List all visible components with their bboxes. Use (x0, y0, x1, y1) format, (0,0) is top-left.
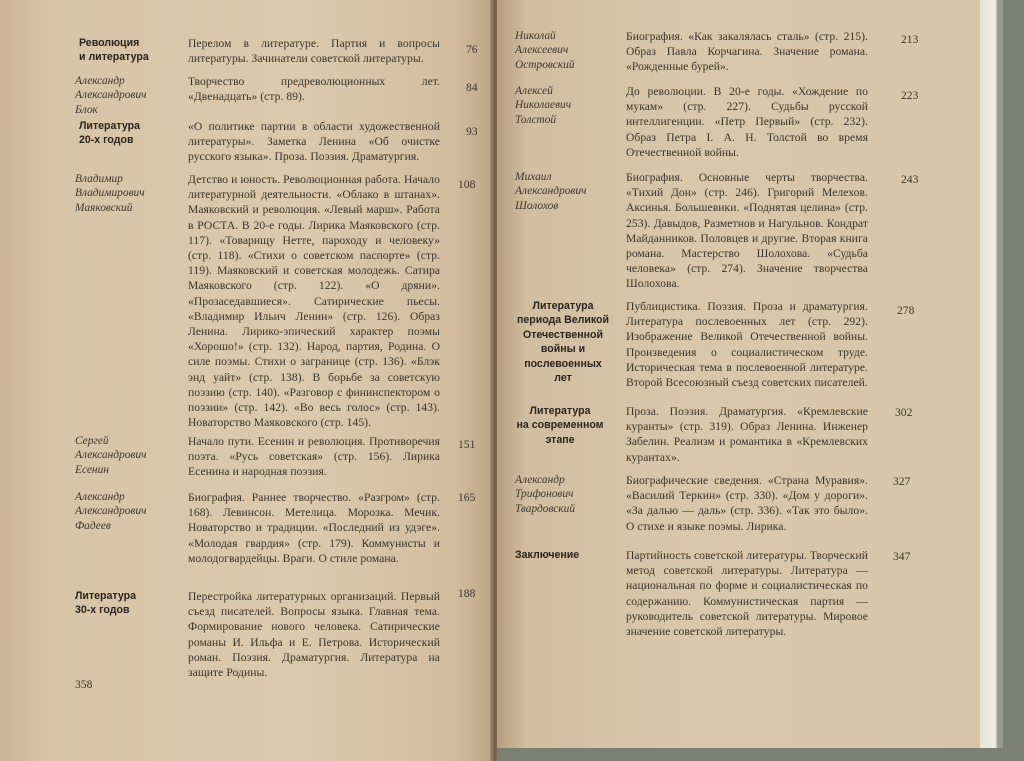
toc-page-number: 327 (893, 475, 911, 488)
toc-description: Биография. «Как закалялась сталь» (стр. 215). Образ Павла Корчагина. Значение романа. «Рожденные бурей». (626, 30, 868, 74)
toc-heading-author: Александр Александрович Блок (75, 75, 147, 116)
toc-heading-author: Владимир Владимирович Маяковский (75, 173, 145, 214)
toc-heading-topic: Заключение (515, 549, 580, 561)
toc-page-number: 108 (458, 178, 476, 191)
toc-page-number: 93 (466, 125, 478, 138)
toc-page-number: 151 (458, 438, 476, 451)
toc-heading-author: Алексей Николаевич Толстой (515, 85, 572, 126)
toc-page-number: 188 (458, 587, 476, 600)
toc-heading-author: Николай Алексеевич Островский (515, 30, 575, 71)
toc-description: Перелом в литературе. Партия и вопросы литературы. Зачинатели советской литературы. (188, 37, 440, 66)
toc-description: Биография. Раннее творчество. «Разгром» (стр. 168). Левинсон. Метелица. Морозка. Мечик. Новаторство и традиции. «Последний из удэге». «Молодая гвардия» (стр. 179). Коммунисты и молодогвардейцы. Враги. О стиле романа. (188, 491, 440, 565)
toc-heading-topic: Литература 20-х годов (79, 120, 140, 147)
toc-description: Творчество предреволюционных лет. «Двенадцать» (стр. 89). (188, 75, 440, 104)
toc-heading-author: Михаил Александрович Шолохов (515, 171, 587, 212)
toc-page-number: 84 (466, 81, 478, 94)
toc-description: Начало пути. Есенин и революция. Противоречия поэта. «Русь советская» (стр. 156). Лирика Есенина и народная поэзия. (188, 435, 440, 479)
toc-description: Биографические сведения. «Страна Муравия». «Василий Теркин» (стр. 330). «Дом у дороги». «За далью — даль» (стр. 336). «Так это было». О стихе и языке поэмы. Лирика. (626, 474, 868, 533)
toc-heading-topic: Литература периода Великой Отечественной войны и послевоенных лет (516, 300, 610, 385)
background-surface (497, 748, 1024, 761)
toc-description: Биография. Основные черты творчества. «Тихий Дон» (стр. 246). Григорий Мелехов. Аксинья. Большевики. «Поднятая целина» (стр. 253). Давыдов, Разметнов и Нагульнов. Кондрат Майданников. Половцев и другие. Вторая книга романа. Мастерство Шолохова. «Судьба человека» (стр. 274). Значение творчества Шолохова. (626, 171, 868, 291)
folio-page-number: 358 (75, 678, 93, 691)
toc-heading-topic: Литература 30-х годов (75, 590, 136, 617)
toc-page-number: 165 (458, 491, 476, 504)
toc-page-number: 243 (901, 173, 919, 186)
toc-page-number: 278 (897, 304, 915, 317)
toc-description: Проза. Поэзия. Драматургия. «Кремлевские куранты» (стр. 319). Образ Ленина. Инженер Забелин. Реализм и романтика в «Кремлевских курантах». (626, 405, 868, 464)
toc-page-number: 223 (901, 89, 919, 102)
toc-heading-topic: Революция и литература (79, 37, 149, 64)
toc-page-number: 213 (901, 33, 919, 46)
toc-description: Партийность советской литературы. Творческий метод советской литературы. Литература — национальная по форме и социалистическая по содержанию. Коммунистическая партия — руководитель советской литературы. Мировое значение советской литературы. (626, 549, 868, 639)
book-cover (1003, 0, 1024, 761)
toc-heading-author: Сергей Александрович Есенин (75, 435, 147, 476)
toc-page-number: 347 (893, 550, 911, 563)
toc-page-number: 76 (466, 43, 478, 56)
toc-description: Детство и юность. Революционная работа. Начало литературной деятельности. «Облако в штанах». Маяковский и революция. «Левый марш». Работа в РОСТА. В 20-е годы. Лирика Маяковского (стр. 117). «Товарищу Нетте, пароходу и человеку» (стр. 118). «Стихи о советском паспорте» (стр. 119). Маяковский и советская молодежь. Сатира Маяковского (стр. 122). «О дряни». «Прозаседавшиеся». Сатирические пьесы. «Владимир Ильич Ленин» (стр. 126). Образ Ленина. Лирико-эпический характер поэмы «Хорошо!» (стр. 132). Народ, партия, Родина. О силе поэмы. Стихи о загранице (стр. 136). «Блэк энд уайт» (стр. 138). В борьбе за советскую поэзию (стр. 140). «Разговор с фининспектором о поэзии» (стр. 142). «Во весь голос» (стр. 143). Новаторство Маяковского (стр. 145). (188, 173, 440, 430)
toc-heading-author: Александр Александрович Фадеев (75, 491, 147, 532)
toc-description: «О политике партии в области художественной литературы». Заметка Ленина «Об очистке русского языка». Проза. Поэзия. Драматургия. (188, 120, 440, 164)
toc-page-number: 302 (895, 406, 913, 419)
toc-heading-topic: Литература на современном этапе (516, 405, 604, 446)
toc-description: До революции. В 20-е годы. «Хождение по мукам» (стр. 227). Судьбы русской интеллигенции. «Петр Первый» (стр. 232). Образ Петра I. А. Н. Толстой во время Отечественной войны. (626, 85, 868, 159)
toc-description: Публицистика. Поэзия. Проза и драматургия. Литература послевоенных лет (стр. 292). Изображение Великой Отечественной войны. Произведения о социалистическом труде. Историческая тема в послевоенной литературе. Второй Всесоюзный съезд советских писателей. (626, 300, 868, 390)
toc-heading-author: Александр Трифонович Твардовский (515, 474, 576, 515)
toc-description: Перестройка литературных организаций. Первый съезд писателей. Вопросы языка. Главная тема. Формирование нового человека. Сатирические романы И. Ильфа и Е. Петрова. Исторический роман. Поэзия. Драматургия. Литература на защите Родины. (188, 590, 440, 680)
